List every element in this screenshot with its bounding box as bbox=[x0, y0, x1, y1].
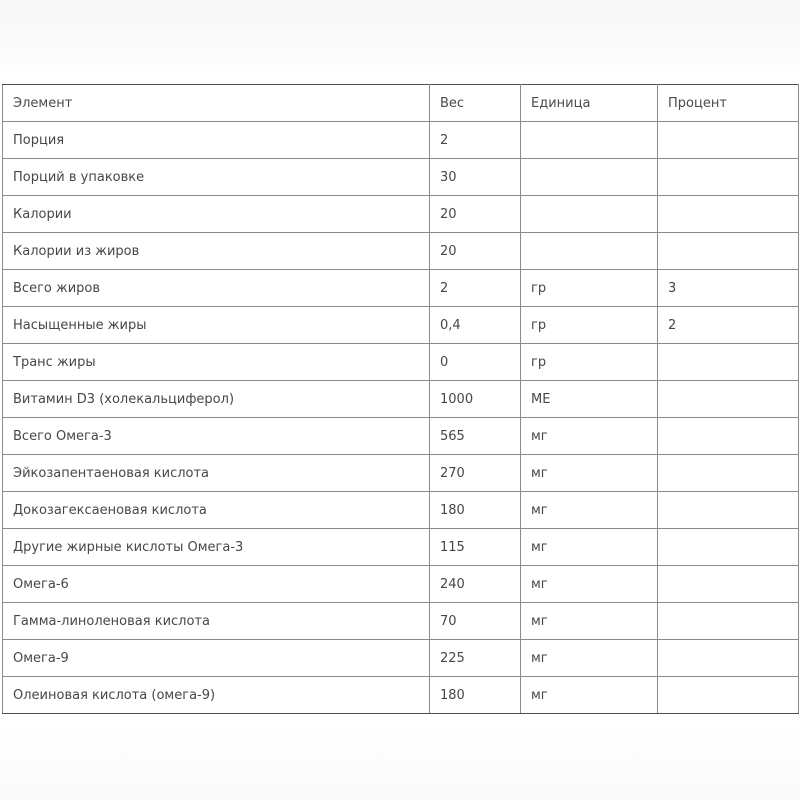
cell-unit: мг bbox=[521, 566, 658, 603]
cell-weight: 565 bbox=[430, 418, 521, 455]
cell-weight: 2 bbox=[430, 122, 521, 159]
nutrition-facts-table bbox=[2, 84, 799, 714]
cell-percent bbox=[658, 418, 799, 455]
cell-weight: 270 bbox=[430, 455, 521, 492]
table-row bbox=[3, 603, 799, 640]
cell-element: Транс жиры bbox=[3, 344, 430, 381]
cell-weight: 70 bbox=[430, 603, 521, 640]
cell-element: Другие жирные кислоты Омега-3 bbox=[3, 529, 430, 566]
cell-percent bbox=[658, 640, 799, 677]
cell-percent bbox=[658, 455, 799, 492]
cell-percent bbox=[658, 677, 799, 714]
table-row bbox=[3, 270, 799, 307]
cell-percent: 3 bbox=[658, 270, 799, 307]
cell-element: Всего жиров bbox=[3, 270, 430, 307]
cell-element: Эйкозапентаеновая кислота bbox=[3, 455, 430, 492]
cell-weight: 225 bbox=[430, 640, 521, 677]
bottom-background-fade bbox=[0, 720, 800, 800]
cell-unit: мг bbox=[521, 455, 658, 492]
table-row bbox=[3, 566, 799, 603]
cell-percent bbox=[658, 492, 799, 529]
cell-unit bbox=[521, 159, 658, 196]
cell-weight: 30 bbox=[430, 159, 521, 196]
cell-element: Порций в упаковке bbox=[3, 159, 430, 196]
cell-element: Гамма-линоленовая кислота bbox=[3, 603, 430, 640]
cell-percent bbox=[658, 196, 799, 233]
cell-percent bbox=[658, 603, 799, 640]
table-row bbox=[3, 307, 799, 344]
cell-weight: 180 bbox=[430, 492, 521, 529]
cell-element: Всего Омега-3 bbox=[3, 418, 430, 455]
table-row bbox=[3, 159, 799, 196]
table-row bbox=[3, 455, 799, 492]
cell-element: Олеиновая кислота (омега-9) bbox=[3, 677, 430, 714]
cell-percent bbox=[658, 381, 799, 418]
table-row bbox=[3, 677, 799, 714]
table-row bbox=[3, 418, 799, 455]
cell-element: Витамин D3 (холекальциферол) bbox=[3, 381, 430, 418]
table-row bbox=[3, 344, 799, 381]
cell-weight: 115 bbox=[430, 529, 521, 566]
cell-unit bbox=[521, 196, 658, 233]
cell-percent bbox=[658, 159, 799, 196]
cell-weight: 240 bbox=[430, 566, 521, 603]
cell-element: Омега-6 bbox=[3, 566, 430, 603]
header-percent: Процент bbox=[658, 85, 799, 122]
cell-element: Омега-9 bbox=[3, 640, 430, 677]
top-background-fade bbox=[0, 0, 800, 78]
cell-unit: гр bbox=[521, 270, 658, 307]
cell-unit: гр bbox=[521, 307, 658, 344]
cell-element: Порция bbox=[3, 122, 430, 159]
cell-percent bbox=[658, 122, 799, 159]
cell-unit: мг bbox=[521, 677, 658, 714]
table-row bbox=[3, 196, 799, 233]
cell-element: Насыщенные жиры bbox=[3, 307, 430, 344]
cell-weight: 2 bbox=[430, 270, 521, 307]
cell-weight: 1000 bbox=[430, 381, 521, 418]
cell-unit: мг bbox=[521, 418, 658, 455]
cell-unit bbox=[521, 233, 658, 270]
header-element: Элемент bbox=[3, 85, 430, 122]
table-row bbox=[3, 492, 799, 529]
cell-unit: МЕ bbox=[521, 381, 658, 418]
cell-element: Докозагексаеновая кислота bbox=[3, 492, 430, 529]
table-row bbox=[3, 640, 799, 677]
cell-unit: гр bbox=[521, 344, 658, 381]
cell-percent: 2 bbox=[658, 307, 799, 344]
header-unit: Единица bbox=[521, 85, 658, 122]
cell-weight: 20 bbox=[430, 196, 521, 233]
cell-element: Калории bbox=[3, 196, 430, 233]
cell-element: Калории из жиров bbox=[3, 233, 430, 270]
cell-percent bbox=[658, 344, 799, 381]
cell-unit: мг bbox=[521, 603, 658, 640]
cell-weight: 180 bbox=[430, 677, 521, 714]
cell-weight: 0 bbox=[430, 344, 521, 381]
cell-weight: 0,4 bbox=[430, 307, 521, 344]
cell-percent bbox=[658, 529, 799, 566]
table-row bbox=[3, 381, 799, 418]
table-row bbox=[3, 529, 799, 566]
cell-weight: 20 bbox=[430, 233, 521, 270]
cell-unit: мг bbox=[521, 640, 658, 677]
table-row bbox=[3, 122, 799, 159]
cell-unit: мг bbox=[521, 492, 658, 529]
table-header-row bbox=[3, 85, 799, 122]
cell-percent bbox=[658, 233, 799, 270]
cell-percent bbox=[658, 566, 799, 603]
cell-unit: мг bbox=[521, 529, 658, 566]
cell-unit bbox=[521, 122, 658, 159]
table-row bbox=[3, 233, 799, 270]
header-weight: Вес bbox=[430, 85, 521, 122]
